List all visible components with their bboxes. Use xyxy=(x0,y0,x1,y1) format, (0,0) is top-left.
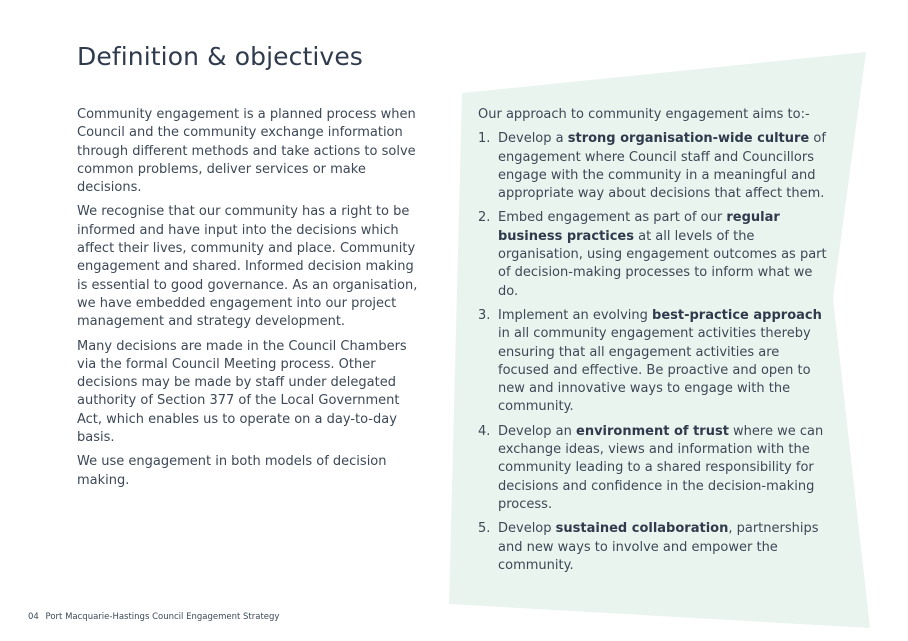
page-title: Definition & objectives xyxy=(77,42,363,71)
objective-highlight: regular business practices xyxy=(498,210,780,244)
document-title: Port Macquarie-Hastings Council Engagement Strategy xyxy=(45,612,280,622)
objective-text-before: Implement an evolving xyxy=(498,307,653,323)
objectives-panel xyxy=(478,106,828,581)
page-footer xyxy=(28,612,279,622)
definition-paragraph: We recognise that our community has a right to be informed and have input into the decisions which affect their lives, community and place. Community engagement and shared. Informed decision making is essential to good governance. As an organisation, we have embedded engagement into our project management and strategy development. xyxy=(77,204,418,330)
definition-paragraph: We use engagement in both models of decision making. xyxy=(77,454,387,488)
page-number: 04 xyxy=(28,612,39,622)
objective-item xyxy=(478,130,828,203)
objective-item xyxy=(478,307,828,417)
objective-text-before: Develop xyxy=(498,521,556,537)
objective-text-before: Develop a xyxy=(498,131,568,147)
definition-paragraph: Community engagement is a planned process when Council and the community exchange information through different methods and take actions to solve common problems, deliver services or make decisions. xyxy=(77,107,416,196)
objective-item xyxy=(478,423,828,514)
definition-text xyxy=(77,106,425,496)
objective-text-before: Embed engagement as part of our xyxy=(498,210,727,226)
objective-text-after: at all levels of the organisation, using engagement outcomes as part of decision-making processes to inform what we do. xyxy=(498,228,827,299)
objective-number: 3. xyxy=(478,307,491,323)
objective-highlight: sustained collaboration xyxy=(555,521,729,537)
objectives-intro: Our approach to community engagement aims to:- xyxy=(478,107,810,122)
objective-text-after: in all community engagement activities thereby ensuring that all engagement activities are focused and effective. Be proactive and open to new and innovative ways to engage with the community. xyxy=(498,326,811,415)
objective-number: 1. xyxy=(478,131,491,147)
objective-item xyxy=(478,520,828,575)
objective-item xyxy=(478,209,828,300)
objective-number: 4. xyxy=(478,423,491,439)
objective-number: 5. xyxy=(478,521,491,537)
objective-number: 2. xyxy=(478,210,491,226)
objectives-list xyxy=(478,130,828,575)
objective-text-before: Develop an xyxy=(498,423,576,439)
objective-text-after: , partnerships and new ways to involve and empower the community. xyxy=(498,521,819,573)
objective-text-after: of engagement where Council staff and Councillors engage with the community in a meaningful and appropriate way about decisions that affect them. xyxy=(498,131,826,202)
definition-paragraph: Many decisions are made in the Council Chambers via the formal Council Meeting process. Other decisions may be made by staff under delegated authority of Section 377 of the Local Government Act, which enables us to operate on a day-to-day basis. xyxy=(77,338,407,446)
objective-highlight: best-practice approach xyxy=(652,307,822,323)
objective-highlight: environment of trust xyxy=(576,423,729,439)
objective-text-after: where we can exchange ideas, views and information with the community leading to a shared responsibility for decisions and confidence in the decision-making process. xyxy=(498,423,824,512)
objective-highlight: strong organisation-wide culture xyxy=(567,131,810,147)
